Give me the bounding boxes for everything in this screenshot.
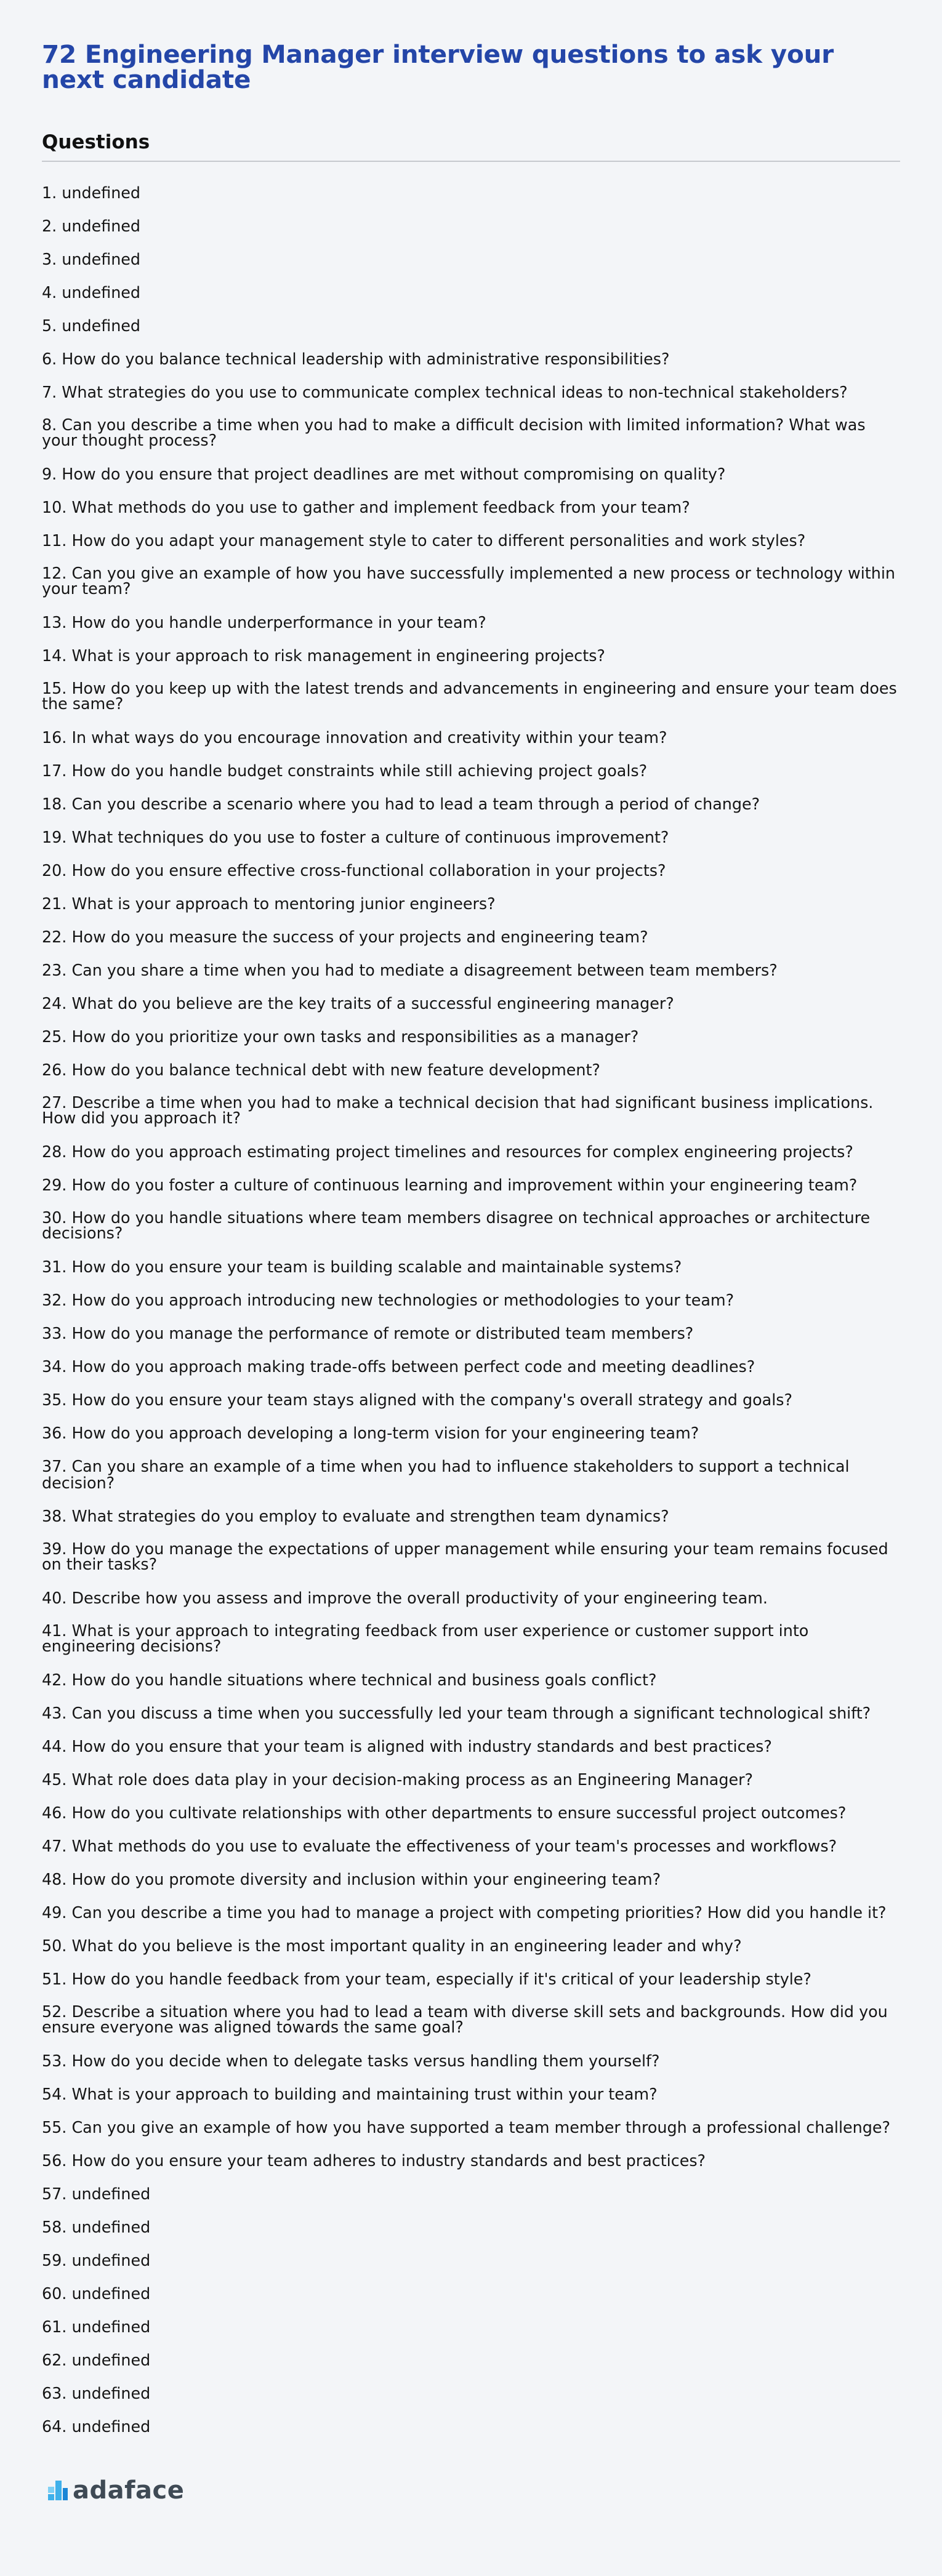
question-item: 13. How do you handle underperformance in your team?	[42, 613, 486, 632]
question-item: 54. What is your approach to building and maintaining trust within your team?	[42, 2085, 658, 2103]
question-item: 47. What methods do you use to evaluate the effectiveness of your team's processes and workflows?	[42, 1837, 837, 1855]
adaface-logo-icon	[47, 2479, 69, 2502]
logo-wordmark: adaface	[73, 2476, 185, 2505]
question-item: 25. How do you prioritize your own tasks and responsibilities as a manager?	[42, 1027, 639, 1046]
question-item: 8. Can you describe a time when you had to make a difficult decision with limited information? What was your thought process?	[42, 415, 866, 449]
question-item: 49. Can you describe a time you had to manage a project with competing priorities? How did you handle it?	[42, 1903, 887, 1922]
question-item: 43. Can you discuss a time when you successfully led your team through a significant technological shift?	[42, 1704, 871, 1722]
question-item: 27. Describe a time when you had to make a technical decision that had significant business implications. How did you approach it?	[42, 1093, 874, 1127]
question-item: 28. How do you approach estimating project timelines and resources for complex engineering projects?	[42, 1142, 853, 1161]
question-item: 48. How do you promote diversity and inclusion within your engineering team?	[42, 1870, 661, 1888]
question-item: 46. How do you cultivate relationships with other departments to ensure successful project outcomes?	[42, 1804, 847, 1822]
question-item: 30. How do you handle situations where team members disagree on technical approaches or architecture decisions?	[42, 1208, 871, 1242]
section-divider	[42, 161, 900, 162]
question-item: 62. undefined	[42, 2351, 151, 2369]
question-item: 10. What methods do you use to gather and implement feedback from your team?	[42, 498, 690, 516]
question-item: 29. How do you foster a culture of continuous learning and improvement within your engineering team?	[42, 1176, 858, 1194]
question-item: 37. Can you share an example of a time when you had to influence stakeholders to support a technical decision?	[42, 1457, 850, 1492]
question-item: 4. undefined	[42, 283, 141, 302]
question-item: 21. What is your approach to mentoring junior engineers?	[42, 894, 496, 913]
question-item: 35. How do you ensure your team stays aligned with the company's overall strategy and goals?	[42, 1390, 792, 1409]
question-item: 38. What strategies do you employ to evaluate and strengthen team dynamics?	[42, 1507, 669, 1525]
question-item: 41. What is your approach to integrating feedback from user experience or customer support into engineering decisions?	[42, 1621, 809, 1655]
page-title: 72 Engineering Manager interview questions to ask your next candidate	[42, 39, 834, 94]
question-item: 11. How do you adapt your management style to cater to different personalities and work styles?	[42, 531, 806, 550]
question-item: 2. undefined	[42, 217, 141, 235]
question-item: 51. How do you handle feedback from your team, especially if it's critical of your leadership style?	[42, 1970, 811, 1988]
question-item: 44. How do you ensure that your team is aligned with industry standards and best practices?	[42, 1737, 772, 1755]
question-item: 31. How do you ensure your team is building scalable and maintainable systems?	[42, 1258, 682, 1276]
question-item: 64. undefined	[42, 2417, 151, 2436]
question-item: 50. What do you believe is the most important quality in an engineering leader and why?	[42, 1936, 742, 1955]
question-item: 16. In what ways do you encourage innovation and creativity within your team?	[42, 728, 667, 747]
question-item: 23. Can you share a time when you had to mediate a disagreement between team members?	[42, 961, 778, 979]
question-item: 52. Describe a situation where you had to lead a team with diverse skill sets and backgrounds. How did you ensure everyone was aligned towards the same goal?	[42, 2002, 888, 2036]
question-item: 32. How do you approach introducing new technologies or methodologies to your team?	[42, 1291, 735, 1309]
question-item: 55. Can you give an example of how you have supported a team member through a professional challenge?	[42, 2118, 890, 2137]
question-item: 56. How do you ensure your team adheres to industry standards and best practices?	[42, 2151, 706, 2170]
question-item: 33. How do you manage the performance of remote or distributed team members?	[42, 1324, 694, 1342]
question-item: 63. undefined	[42, 2384, 151, 2402]
question-item: 42. How do you handle situations where technical and business goals conflict?	[42, 1671, 657, 1689]
question-item: 1. undefined	[42, 183, 141, 202]
question-item: 26. How do you balance technical debt with new feature development?	[42, 1061, 600, 1079]
question-item: 3. undefined	[42, 250, 141, 268]
question-item: 34. How do you approach making trade-offs between perfect code and meeting deadlines?	[42, 1357, 755, 1376]
question-item: 24. What do you believe are the key traits of a successful engineering manager?	[42, 994, 674, 1013]
question-item: 58. undefined	[42, 2218, 151, 2236]
question-item: 6. How do you balance technical leadership with administrative responsibilities?	[42, 350, 670, 368]
adaface-logo[interactable]	[47, 2478, 184, 2503]
question-item: 19. What techniques do you use to foster a culture of continuous improvement?	[42, 828, 669, 846]
section-heading: Questions	[42, 131, 150, 153]
question-item: 22. How do you measure the success of your projects and engineering team?	[42, 928, 648, 946]
question-item: 18. Can you describe a scenario where you had to lead a team through a period of change?	[42, 795, 760, 813]
question-item: 61. undefined	[42, 2317, 151, 2336]
question-item: 36. How do you approach developing a long-term vision for your engineering team?	[42, 1424, 699, 1442]
question-item: 12. Can you give an example of how you have successfully implemented a new process or technology within your team?	[42, 564, 895, 598]
question-item: 20. How do you ensure effective cross-functional collaboration in your projects?	[42, 861, 666, 880]
questions-list	[42, 185, 900, 2435]
page-content	[42, 39, 900, 2452]
question-item: 9. How do you ensure that project deadlines are met without compromising on quality?	[42, 465, 726, 483]
question-item: 39. How do you manage the expectations of upper management while ensuring your team remains focused on their tasks?	[42, 1539, 888, 1573]
question-item: 17. How do you handle budget constraints while still achieving project goals?	[42, 761, 648, 780]
question-item: 57. undefined	[42, 2185, 151, 2203]
question-item: 15. How do you keep up with the latest trends and advancements in engineering and ensure your team does the same?	[42, 679, 897, 713]
question-item: 59. undefined	[42, 2251, 151, 2269]
question-item: 45. What role does data play in your decision-making process as an Engineering Manager?	[42, 1770, 754, 1789]
question-item: 60. undefined	[42, 2284, 151, 2303]
question-item: 53. How do you decide when to delegate tasks versus handling them yourself?	[42, 2052, 660, 2070]
question-item: 5. undefined	[42, 316, 141, 335]
question-item: 40. Describe how you assess and improve the overall productivity of your engineering team.	[42, 1589, 768, 1607]
question-item: 14. What is your approach to risk management in engineering projects?	[42, 646, 605, 665]
question-item: 7. What strategies do you use to communicate complex technical ideas to non-technical stakeholders?	[42, 383, 848, 401]
